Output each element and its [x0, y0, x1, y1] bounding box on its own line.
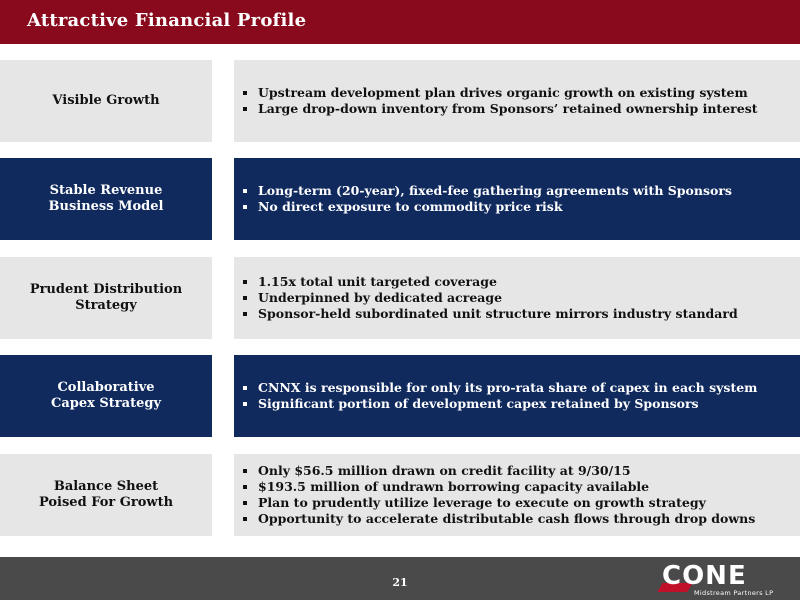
bullet-item: 1.15x total unit targeted coverage — [243, 274, 738, 290]
bullet-list — [234, 380, 757, 412]
header-bar — [0, 0, 800, 44]
bullet-item: Large drop-down inventory from Sponsors’ retained ownership interest — [243, 101, 758, 117]
bullet-item: Only $56.5 million drawn on credit facility at 9/30/15 — [243, 463, 755, 479]
row-visible-growth — [0, 60, 800, 142]
bullet-item: No direct exposure to commodity price risk — [243, 199, 732, 215]
page-title: Attractive Financial Profile — [27, 10, 307, 31]
row-content-box — [234, 355, 800, 437]
row-collaborative-capex — [0, 355, 800, 437]
bullet-square-icon — [243, 485, 247, 489]
bullet-item: $193.5 million of undrawn borrowing capacity available — [243, 479, 755, 495]
row-prudent-distribution — [0, 257, 800, 339]
page-number: 21 — [392, 576, 408, 589]
bullet-square-icon — [243, 280, 247, 284]
bullet-square-icon — [243, 469, 247, 473]
bullet-square-icon — [243, 296, 247, 300]
logo-wordmark: CONE — [662, 561, 747, 591]
bullet-item: Plan to prudently utilize leverage to execute on growth strategy — [243, 495, 755, 511]
bullet-square-icon — [243, 501, 247, 505]
bullet-list — [234, 463, 755, 527]
row-label-box — [0, 60, 212, 142]
bullet-item: Significant portion of development capex retained by Sponsors — [243, 396, 757, 412]
row-label: Prudent Distribution Strategy — [29, 282, 183, 313]
row-content-box — [234, 158, 800, 240]
bullet-list — [234, 85, 758, 117]
row-content-box — [234, 257, 800, 339]
bullet-square-icon — [243, 517, 247, 521]
bullet-square-icon — [243, 312, 247, 316]
bullet-item: Upstream development plan drives organic growth on existing system — [243, 85, 758, 101]
bullet-list — [234, 274, 738, 322]
bullet-item: Sponsor-held subordinated unit structure mirrors industry standard — [243, 306, 738, 322]
row-content-box — [234, 60, 800, 142]
row-balance-sheet — [0, 454, 800, 536]
bullet-square-icon — [243, 205, 247, 209]
row-label-box — [0, 257, 212, 339]
bullet-square-icon — [243, 107, 247, 111]
row-label: Visible Growth — [52, 93, 160, 108]
row-label-box — [0, 158, 212, 240]
row-label: Collaborative Capex Strategy — [51, 380, 161, 411]
bullet-square-icon — [243, 402, 247, 406]
bullet-square-icon — [243, 386, 247, 390]
bullet-item: Opportunity to accelerate distributable cash flows through drop downs — [243, 511, 755, 527]
row-label-box — [0, 454, 212, 536]
bullet-list — [234, 183, 732, 215]
bullet-item: CNNX is responsible for only its pro-rata share of capex in each system — [243, 380, 757, 396]
bullet-square-icon — [243, 189, 247, 193]
row-stable-revenue — [0, 158, 800, 240]
row-content-box — [234, 454, 800, 536]
cone-logo — [658, 561, 774, 597]
row-label-box — [0, 355, 212, 437]
bullet-square-icon — [243, 91, 247, 95]
logo-subtitle: Midstream Partners LP — [694, 589, 774, 597]
row-label: Stable Revenue Business Model — [48, 183, 164, 214]
footer-bar — [0, 557, 800, 600]
row-label: Balance Sheet Poised For Growth — [38, 479, 174, 510]
bullet-item: Underpinned by dedicated acreage — [243, 290, 738, 306]
bullet-item: Long-term (20-year), fixed-fee gathering agreements with Sponsors — [243, 183, 732, 199]
